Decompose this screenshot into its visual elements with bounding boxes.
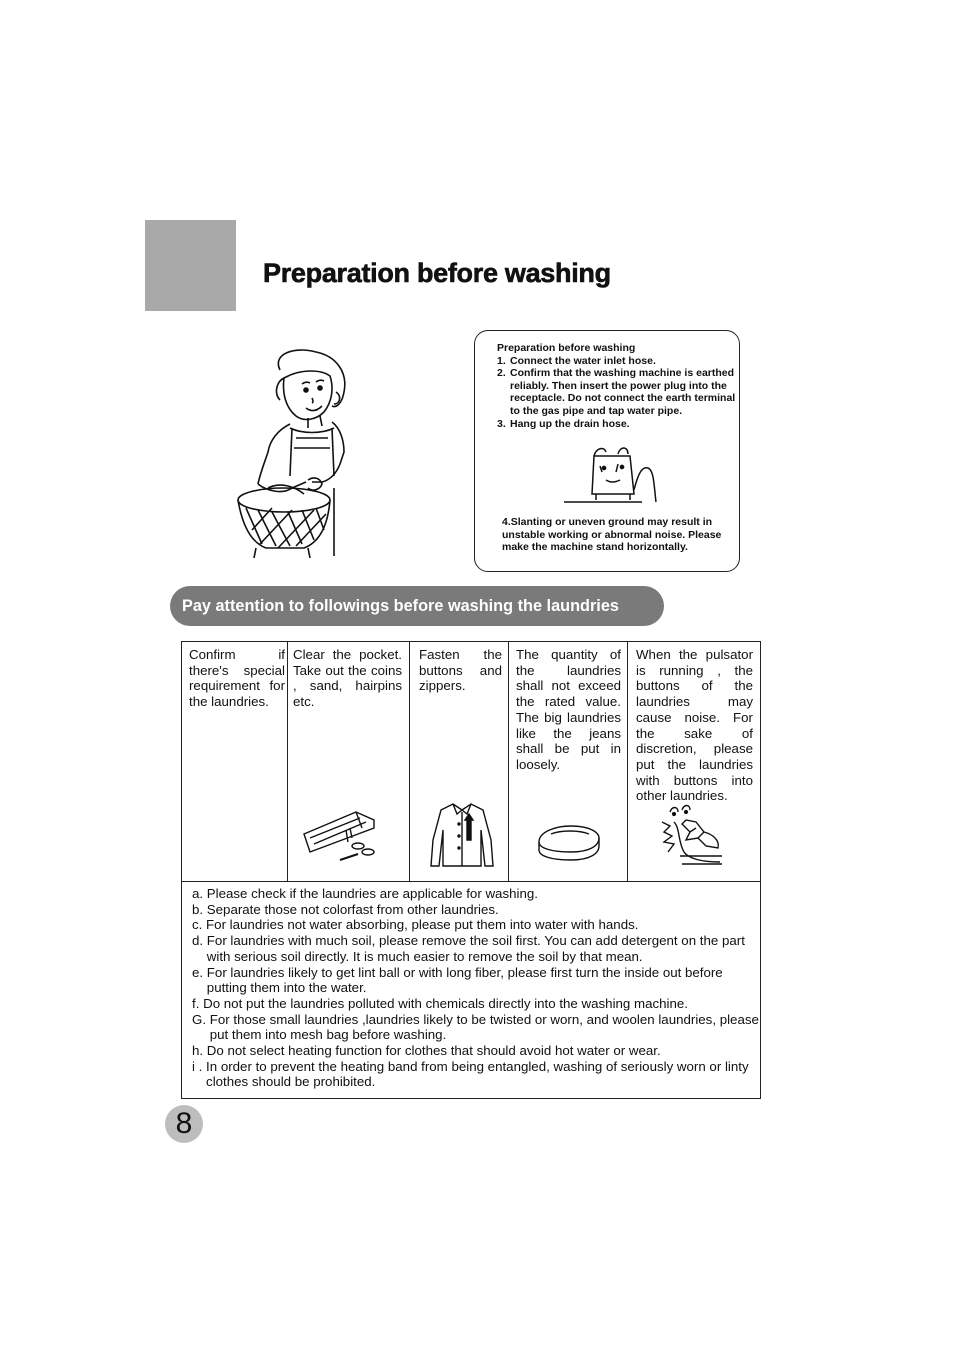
note-text: In order to prevent the heating band from being entangled, washing of seriously worn or linty clothes should be prohibited. (206, 1058, 749, 1090)
folded-laundry-illustration (535, 822, 605, 864)
note-item (192, 886, 764, 902)
prep-item (497, 367, 737, 417)
table-cell-confirm: Confirm if there's special requirement for the laundries. (189, 647, 285, 710)
note-text: Separate those not colorfast from other laundries. (206, 901, 499, 917)
prep-item-text: Hang up the drain hose. (510, 417, 630, 430)
note-text: For those small laundries ,laundries likely to be twisted or worn, and woolen laundries, please put them into mesh bag before washing. (209, 1011, 759, 1043)
column-divider (627, 641, 628, 882)
note-text: For laundries likely to get lint ball or with long fiber, please first turn the inside out before putting them into the water. (206, 964, 723, 996)
note-item (192, 965, 764, 996)
note-label: d. (192, 933, 207, 949)
table-cell-pulsator: When the pulsator is running , the buttons of the laundries may cause noise. For the sake of discretion, please put the laundries with buttons into other laundries. (636, 647, 753, 804)
column-divider (508, 641, 509, 882)
note-label: G. (192, 1011, 210, 1027)
prep-item-text: Connect the water inlet hose. (510, 354, 656, 367)
note-label: e. (192, 964, 207, 980)
prep-instructions (497, 342, 737, 430)
table-cell-pocket: Clear the pocket. Take out the coins , sand, hairpins etc. (293, 647, 402, 710)
prep-item-number: 2. (497, 367, 506, 380)
attention-banner: Pay attention to followings before washing the laundries (170, 586, 664, 626)
pulsator-noise-illustration (660, 802, 726, 868)
note-item (192, 996, 764, 1012)
prep-item-text: Confirm that the washing machine is earthed reliably. Then insert the power plug into the receptacle. Do not connect the earth terminal to the gas pipe and tap water pipe. (510, 367, 736, 417)
washing-machine-illustration (562, 444, 662, 506)
notes-list (192, 886, 764, 1090)
prep-heading: Preparation before washing (497, 342, 636, 354)
woman-with-basket-illustration (232, 348, 362, 560)
pocket-coins-illustration (300, 808, 380, 868)
note-label: i . (192, 1058, 207, 1074)
shirt-illustration (427, 800, 497, 870)
note-label: b. (192, 901, 207, 917)
note-item (192, 933, 764, 964)
page-number: 8 (165, 1105, 203, 1143)
prep-note: 4.Slanting or uneven ground may result in unstable working or abnormal noise. Please make the machine stand horizontally. (502, 516, 722, 554)
note-text: Do not select heating function for clothes that should avoid hot water or wear. (206, 1043, 661, 1059)
prep-item (497, 418, 737, 431)
prep-item-number: 3. (497, 417, 506, 430)
note-label: a. (192, 886, 207, 901)
prep-item-number: 1. (497, 354, 506, 367)
note-text: For laundries with much soil, please remove the soil first. You can add detergent on the part with serious soil directly. It is much easier to remove the soil by that mean. (206, 933, 745, 964)
note-text: Please check if the laundries are applicable for washing. (206, 886, 538, 901)
note-item (192, 1059, 764, 1090)
note-item (192, 902, 764, 918)
prep-item (497, 355, 737, 368)
note-label: h. (192, 1043, 207, 1059)
note-label: c. (192, 917, 207, 933)
page-title: Preparation before washing (263, 258, 611, 288)
column-divider (409, 641, 410, 882)
table-divider (181, 881, 761, 882)
note-text: Do not put the laundries polluted with chemicals directly into the washing machine. (203, 995, 688, 1011)
note-text: For laundries not water absorbing, please put them into water with hands. (206, 917, 639, 933)
note-item (192, 1043, 764, 1059)
table-cell-quantity: The quantity of the laundries shall not exceed the rated value. The big laundries like the jeans shall be put in loosely. (516, 647, 621, 772)
section-marker (145, 220, 236, 311)
note-label: f. (192, 995, 204, 1011)
note-item (192, 1012, 764, 1043)
note-item (192, 917, 764, 933)
table-cell-fasten: Fasten the buttons and zippers. (419, 647, 502, 694)
column-divider (287, 641, 288, 882)
